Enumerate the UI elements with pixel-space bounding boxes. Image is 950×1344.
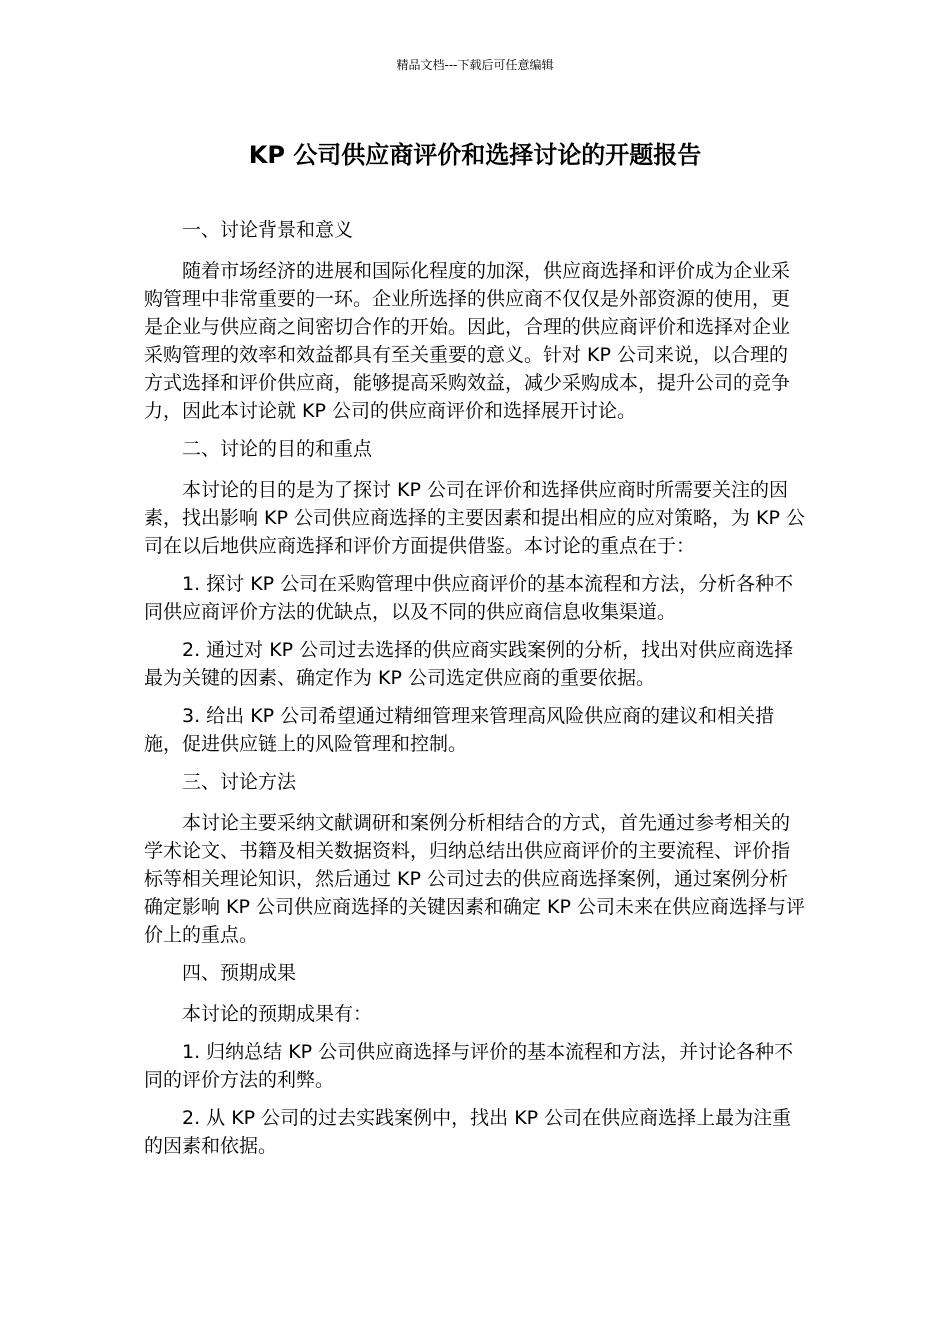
section-heading-method: 三、讨论方法	[182, 771, 297, 793]
document-title: KP 公司供应商评价和选择讨论的开题报告	[248, 141, 702, 169]
paragraph-purpose: 本讨论的目的是为了探讨 KP 公司在评价和选择供应商时所需要关注的因素，找出影响 KP 公司供应商选择的主要因素和提出相应的应对策略，为 KP 公司在以后地供应商选择和评价方面提供借鉴。本讨论的重点在于：	[144, 479, 805, 557]
section-heading-outcomes: 四、预期成果	[182, 962, 297, 984]
outcome-item-1: 1. 归纳总结 KP 公司供应商选择与评价的基本流程和方法，并讨论各种不同的评价方法的利弊。	[144, 1041, 794, 1091]
paragraph-outcomes-intro: 本讨论的预期成果有：	[182, 1003, 373, 1025]
document-body	[144, 216, 806, 1170]
focus-item-1: 1. 探讨 KP 公司在采购管理中供应商评价的基本流程和方法，分析各种不同供应商评价方法的优缺点，以及不同的供应商信息收集渠道。	[144, 573, 794, 623]
outcome-item-2: 2. 从 KP 公司的过去实践案例中，找出 KP 公司在供应商选择上最为注重的因素和依据。	[144, 1107, 792, 1157]
focus-item-2: 2. 通过对 KP 公司过去选择的供应商实践案例的分析，找出对供应商选择最为关键的因素、确定作为 KP 公司选定供应商的重要依据。	[144, 639, 794, 689]
focus-item-3: 3. 给出 KP 公司希望通过精细管理来管理高风险供应商的建议和相关措施，促进供应链上的风险管理和控制。	[144, 705, 775, 755]
section-heading-background: 一、讨论背景和意义	[182, 219, 354, 241]
paragraph-method: 本讨论主要采纳文献调研和案例分析相结合的方式，首先通过参考相关的学术论文、书籍及相关数据资料，归纳总结出供应商评价的主要流程、评价指标等相关理论知识，然后通过 KP 公司过去的供应商选择案例，通过案例分析确定影响 KP 公司供应商选择的关键因素和确定 KP 公司未来在供应商选择与评价上的重点。	[144, 812, 805, 946]
section-heading-purpose: 二、讨论的目的和重点	[182, 438, 373, 460]
page-header: 精品文档---下载后可任意编辑	[396, 58, 554, 72]
paragraph-background: 随着市场经济的进展和国际化程度的加深，供应商选择和评价成为企业采购管理中非常重要的一环。企业所选择的供应商不仅仅是外部资源的使用，更是企业与供应商之间密切合作的开始。因此，合理的供应商评价和选择对企业采购管理的效率和效益都具有至关重要的意义。针对 KP 公司来说，以合理的方式选择和评价供应商，能够提高采购效益，减少采购成本，提升公司的竞争力，因此本讨论就 KP 公司的供应商评价和选择展开讨论。	[144, 260, 791, 422]
